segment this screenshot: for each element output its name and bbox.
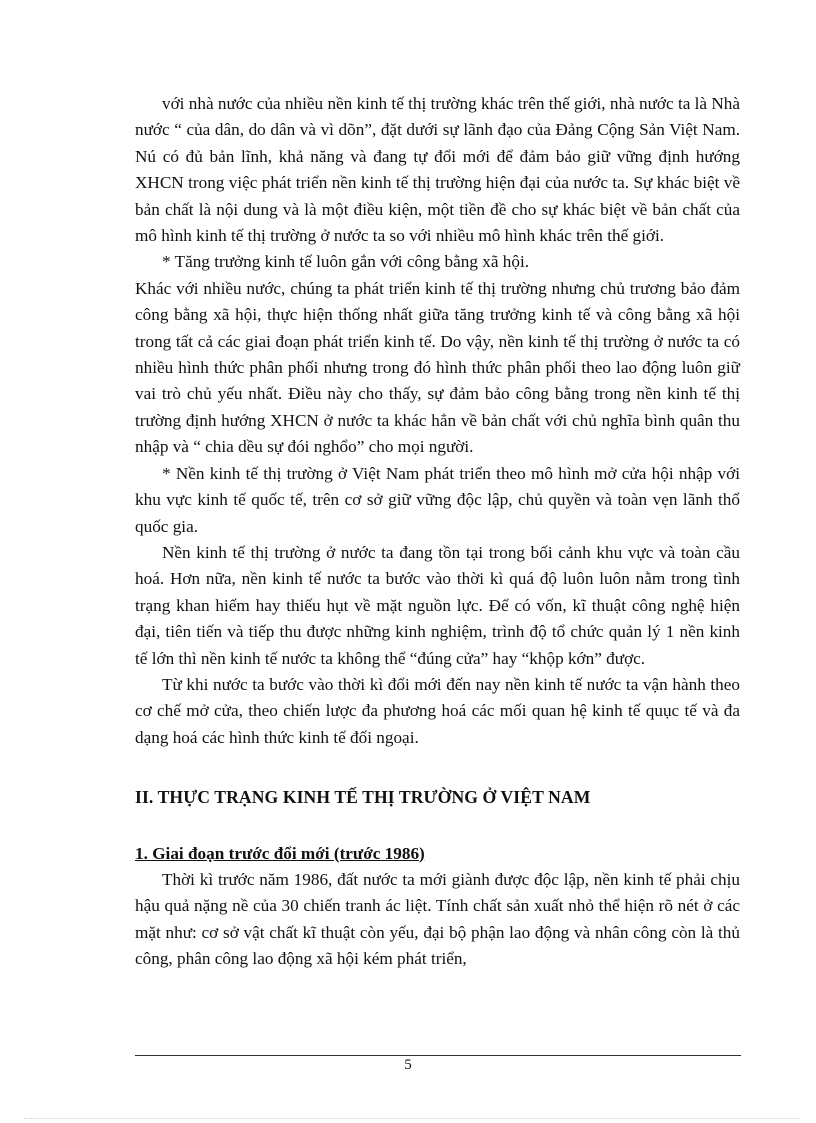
paragraph: Khác với nhiều nước, chúng ta phát triển kinh tế thị trường nhưng chủ trương bảo đảm công bằng xã hội, thực hiện thống nhất giữa tăng trưởng kinh tế và công bằng xã hội trong tất cả các giai đoạn phát triển kinh tế. Do vậy, nền kinh tế thị trường ở nước ta có nhiều hình thức phân phối nhưng trong đó hình thức phân phối theo lao động luôn giữ vai trò chủ yếu nhất. Điều này cho thấy, sự đảm bảo công bằng trong nền kinh tế thị trường định hướng XHCN ở nước ta khác hẳn về bản chất với chủ nghĩa bình quân thu nhập và “ chia dều sự đói nghổo” cho mọi người.: [135, 278, 740, 457]
paragraph: Thời kì trước năm 1986, đất nước ta mới giành được độc lập, nền kinh tế phải chịu hậu quả nặng nề của 30 chiến tranh ác liệt. Tính chất sản xuất nhỏ thể hiện rõ nét ở các mặt như: cơ sở vật chất kĩ thuật còn yếu, đại bộ phận lao động và nhân công còn là thủ công, phân công lao động xã hội kém phát triển,: [135, 869, 740, 969]
paragraph: * Nền kinh tế thị trường ở Việt Nam phát triển theo mô hình mở cửa hội nhập với khu vực kinh tế quốc tế, trên cơ sở giữ vững độc lập, chủ quyền và toàn vẹn lãnh thổ quốc gia.: [135, 463, 740, 536]
paragraph: Nền kinh tế thị trường ở nước ta đang tồn tại trong bối cảnh khu vực và toàn cầu hoá. Hơn nữa, nền kinh tế nước ta bước vào thời kì quá độ luôn luôn nằm trong tình trạng khan hiếm hay thiếu hụt về mặt nguồn lực. Để có vốn, kĩ thuật công nghệ hiện đại, tiên tiến và tiếp thu được những kinh nghiệm, trình độ tổ chức quản lý 1 nền kinh tế lớn thì nền kinh tế nước ta không thể “đúng cửa” hay “khộp kớn” được.: [135, 542, 740, 668]
page-number: 5: [404, 1057, 412, 1073]
footer-divider: [135, 1055, 741, 1056]
page-bottom-border: [24, 1118, 800, 1119]
paragraph: * Tăng trưởng kinh tế luôn gắn với công bằng xã hội.: [162, 252, 530, 272]
document-body: [135, 91, 740, 973]
section-heading: II. THỰC TRẠNG KINH TẾ THỊ TRƯỜNG Ở VIỆT NAM: [135, 787, 591, 808]
paragraph: Từ khi nước ta bước vào thời kì đổi mới đến nay nền kinh tế nước ta vận hành theo cơ chế mở cửa, theo chiến lược đa phương hoá các mối quan hệ kinh tế quục tế và đa dạng hoá các hình thức kinh tế đối ngoại.: [135, 674, 740, 747]
subsection-heading: 1. Giai đoạn trước đổi mới (trước 1986): [135, 843, 425, 863]
paragraph: với nhà nước của nhiều nền kinh tế thị trường khác trên thế giới, nhà nước ta là Nhà nước “ của dân, do dân và vì dõn”, đặt dưới sự lãnh đạo của Đảng Cộng Sản Việt Nam. Nú có đủ bản lĩnh, khả năng và đang tự đổi mới để đảm bảo giữ vững định hướng XHCN trong việc phát triển nền kinh tế thị trường hiện đại của nước ta. Sự khác biệt về bản chất là nội dung và là một điều kiện, một tiền đề cho sự khác biệt về bản chất của mô hình kinh tế thị trường ở nước ta so với nhiều mô hình khác trên thế giới.: [135, 94, 740, 246]
